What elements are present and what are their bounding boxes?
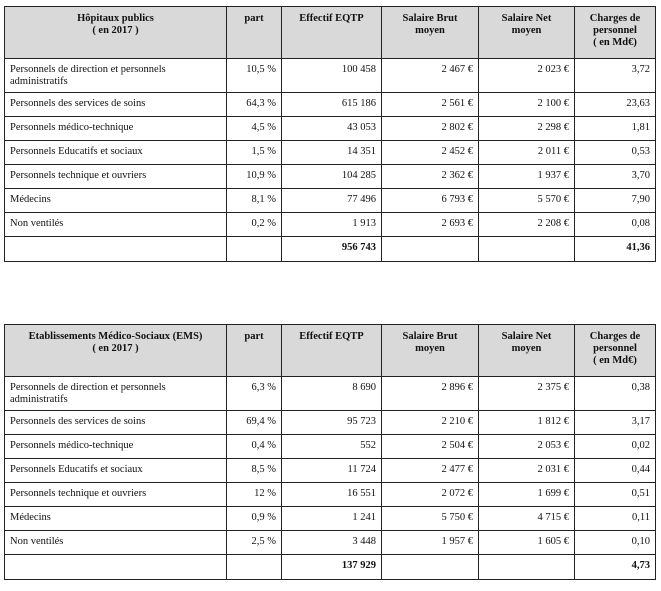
- row-effectif: 16 551: [282, 483, 382, 507]
- header-salaire-brut: Salaire Brut moyen: [382, 7, 479, 59]
- row-salaire-net: 2 375 €: [479, 377, 575, 411]
- total-row: [5, 237, 656, 262]
- row-salaire-net: 2 023 €: [479, 59, 575, 93]
- row-effectif: 552: [282, 435, 382, 459]
- table-row: [5, 411, 656, 435]
- table-row: [5, 165, 656, 189]
- row-label: Personnels des services de soins: [5, 411, 227, 435]
- row-charges: 0,51: [575, 483, 656, 507]
- row-charges: 23,63: [575, 93, 656, 117]
- row-label: Médecins: [5, 189, 227, 213]
- row-part: 1,5 %: [227, 141, 282, 165]
- row-part: 12 %: [227, 483, 282, 507]
- row-effectif: 615 186: [282, 93, 382, 117]
- row-label: Personnels technique et ouvriers: [5, 483, 227, 507]
- row-charges: 0,11: [575, 507, 656, 531]
- row-salaire-brut: 2 802 €: [382, 117, 479, 141]
- row-part: 8,1 %: [227, 189, 282, 213]
- table-row: [5, 93, 656, 117]
- row-salaire-brut: 6 793 €: [382, 189, 479, 213]
- row-salaire-brut: 1 957 €: [382, 531, 479, 555]
- row-charges: 7,90: [575, 189, 656, 213]
- row-salaire-net: 2 011 €: [479, 141, 575, 165]
- table-row: [5, 117, 656, 141]
- row-charges: 0,10: [575, 531, 656, 555]
- row-charges: 3,72: [575, 59, 656, 93]
- row-effectif: 11 724: [282, 459, 382, 483]
- total-effectif: 137 929: [282, 555, 382, 580]
- header-category: Hôpitaux publics ( en 2017 ): [5, 7, 227, 59]
- header-effectif: Effectif EQTP: [282, 325, 382, 377]
- row-salaire-brut: 2 210 €: [382, 411, 479, 435]
- row-effectif: 3 448: [282, 531, 382, 555]
- header-charges: Charges de personnel ( en Md€): [575, 325, 656, 377]
- row-part: 0,9 %: [227, 507, 282, 531]
- row-charges: 0,08: [575, 213, 656, 237]
- header-salaire-net: Salaire Net moyen: [479, 7, 575, 59]
- header-effectif: Effectif EQTP: [282, 7, 382, 59]
- row-salaire-net: 1 699 €: [479, 483, 575, 507]
- row-effectif: 77 496: [282, 189, 382, 213]
- row-salaire-net: 5 570 €: [479, 189, 575, 213]
- row-effectif: 1 241: [282, 507, 382, 531]
- row-charges: 0,44: [575, 459, 656, 483]
- row-salaire-net: 2 298 €: [479, 117, 575, 141]
- row-label: Personnels médico-technique: [5, 117, 227, 141]
- row-effectif: 1 913: [282, 213, 382, 237]
- total-label: [5, 237, 227, 262]
- table-row: [5, 189, 656, 213]
- table-row: [5, 377, 656, 411]
- row-part: 10,9 %: [227, 165, 282, 189]
- row-salaire-net: 2 100 €: [479, 93, 575, 117]
- row-label: Personnels de direction et personnels administratifs: [5, 59, 227, 93]
- table-header-row: [5, 7, 656, 59]
- row-salaire-brut: 2 504 €: [382, 435, 479, 459]
- row-charges: 0,02: [575, 435, 656, 459]
- row-salaire-net: 1 937 €: [479, 165, 575, 189]
- total-part: [227, 237, 282, 262]
- row-salaire-net: 4 715 €: [479, 507, 575, 531]
- row-part: 0,2 %: [227, 213, 282, 237]
- row-salaire-brut: 2 467 €: [382, 59, 479, 93]
- row-salaire-brut: 2 072 €: [382, 483, 479, 507]
- row-label: Non ventilés: [5, 531, 227, 555]
- row-part: 2,5 %: [227, 531, 282, 555]
- row-part: 6,3 %: [227, 377, 282, 411]
- row-charges: 3,70: [575, 165, 656, 189]
- row-label: Personnels des services de soins: [5, 93, 227, 117]
- row-salaire-net: 1 605 €: [479, 531, 575, 555]
- row-effectif: 43 053: [282, 117, 382, 141]
- total-part: [227, 555, 282, 580]
- row-salaire-brut: 2 693 €: [382, 213, 479, 237]
- row-salaire-brut: 2 362 €: [382, 165, 479, 189]
- row-charges: 0,38: [575, 377, 656, 411]
- row-salaire-brut: 2 896 €: [382, 377, 479, 411]
- row-salaire-net: 1 812 €: [479, 411, 575, 435]
- total-charges: 4,73: [575, 555, 656, 580]
- table-row: [5, 531, 656, 555]
- table-row: [5, 459, 656, 483]
- row-effectif: 100 458: [282, 59, 382, 93]
- row-part: 0,4 %: [227, 435, 282, 459]
- row-effectif: 95 723: [282, 411, 382, 435]
- row-part: 69,4 %: [227, 411, 282, 435]
- total-salaire-net: [479, 555, 575, 580]
- ems-table: [4, 324, 656, 580]
- row-salaire-net: 2 031 €: [479, 459, 575, 483]
- header-salaire-brut: Salaire Brut moyen: [382, 325, 479, 377]
- header-charges: Charges de personnel ( en Md€): [575, 7, 656, 59]
- total-label: [5, 555, 227, 580]
- header-category: Etablissements Médico-Sociaux (EMS) ( en 2017 ): [5, 325, 227, 377]
- row-effectif: 8 690: [282, 377, 382, 411]
- row-salaire-brut: 2 452 €: [382, 141, 479, 165]
- row-effectif: 104 285: [282, 165, 382, 189]
- row-part: 8,5 %: [227, 459, 282, 483]
- row-salaire-net: 2 208 €: [479, 213, 575, 237]
- row-label: Personnels Educatifs et sociaux: [5, 459, 227, 483]
- row-effectif: 14 351: [282, 141, 382, 165]
- total-salaire-brut: [382, 237, 479, 262]
- row-label: Médecins: [5, 507, 227, 531]
- row-salaire-brut: 5 750 €: [382, 507, 479, 531]
- row-charges: 1,81: [575, 117, 656, 141]
- row-label: Non ventilés: [5, 213, 227, 237]
- row-label: Personnels Educatifs et sociaux: [5, 141, 227, 165]
- header-part: part: [227, 325, 282, 377]
- row-part: 64,3 %: [227, 93, 282, 117]
- row-charges: 0,53: [575, 141, 656, 165]
- total-effectif: 956 743: [282, 237, 382, 262]
- row-label: Personnels médico-technique: [5, 435, 227, 459]
- hopitaux-publics-table: [4, 6, 656, 262]
- table-row: [5, 435, 656, 459]
- row-label: Personnels de direction et personnels administratifs: [5, 377, 227, 411]
- row-salaire-net: 2 053 €: [479, 435, 575, 459]
- row-label: Personnels technique et ouvriers: [5, 165, 227, 189]
- total-salaire-net: [479, 237, 575, 262]
- total-charges: 41,36: [575, 237, 656, 262]
- total-salaire-brut: [382, 555, 479, 580]
- row-part: 4,5 %: [227, 117, 282, 141]
- row-part: 10,5 %: [227, 59, 282, 93]
- table-row: [5, 507, 656, 531]
- table-row: [5, 213, 656, 237]
- table-row: [5, 59, 656, 93]
- table-row: [5, 141, 656, 165]
- row-salaire-brut: 2 561 €: [382, 93, 479, 117]
- row-charges: 3,17: [575, 411, 656, 435]
- row-salaire-brut: 2 477 €: [382, 459, 479, 483]
- total-row: [5, 555, 656, 580]
- table-header-row: [5, 325, 656, 377]
- header-part: part: [227, 7, 282, 59]
- table-row: [5, 483, 656, 507]
- header-salaire-net: Salaire Net moyen: [479, 325, 575, 377]
